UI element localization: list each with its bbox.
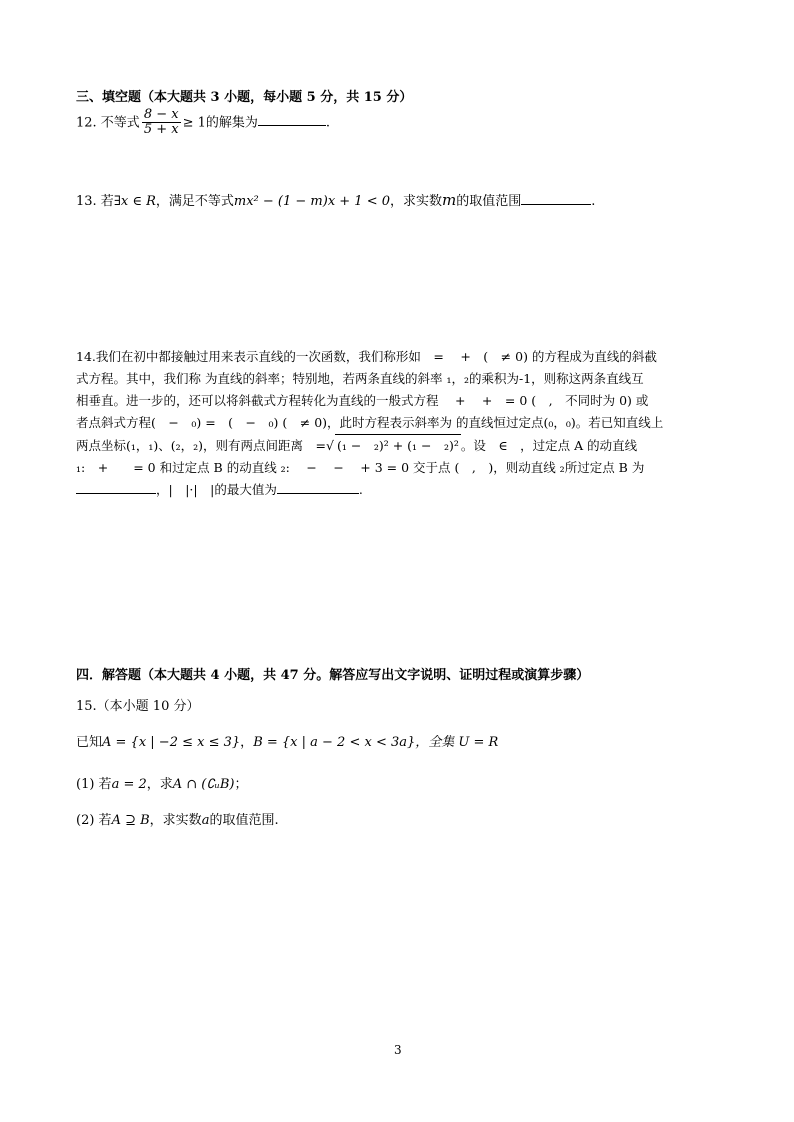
q13-prefix: 13. 若 xyxy=(76,194,114,209)
q15-part2-prefix: (2) 若 xyxy=(76,813,112,828)
q14-line-2: 式方程。其中，我们称 为直线的斜率；特别地，若两条直线的斜率 ₁，₂的乘积为-1，则称这两条直线互 xyxy=(76,371,644,386)
q15-part2-mid: ，求实数 xyxy=(149,813,202,828)
q14-sqrt-expression: (₁ − ₂)² + (₁ − ₂)² xyxy=(335,434,461,457)
question-14 xyxy=(76,346,663,501)
q15-part2-condition: A ⊇ B xyxy=(111,813,150,828)
q15-title: 15.（本小题 10 分） xyxy=(76,699,200,714)
question-13 xyxy=(76,190,595,209)
q15-universe: ，全集 U = R xyxy=(415,735,499,750)
q15-given xyxy=(76,731,498,750)
q15-part-2 xyxy=(76,809,279,828)
q13-mid: ，满足不等式 xyxy=(155,194,234,209)
q12-prefix: 12. 不等式 xyxy=(76,115,140,131)
q12-fraction-numerator: 8 − x xyxy=(143,107,179,122)
q14-line-5-end: 。设 ∈ ，过定点 A 的动直线 xyxy=(460,438,638,453)
q12-suffix: 的解集为 xyxy=(205,115,258,131)
section-heading-fill-in: 三、填空题（本大题共 3 小题，每小题 5 分，共 15 分） xyxy=(76,90,413,105)
q14-line-1: 14.我们在初中都接触过用来表示直线的一次函数，我们称形如 = + ( ≠ 0) 的方程成为直线的斜截 xyxy=(76,349,657,364)
q13-inequality: mx² − (1 − m)x + 1 < 0 xyxy=(233,194,391,209)
q13-mid2: ，求实数 xyxy=(390,194,443,209)
page-number: 3 xyxy=(394,1043,402,1057)
q13-answer-blank[interactable] xyxy=(521,204,591,205)
q13-exists: ∃x ∈ R xyxy=(113,194,156,209)
q14-answer-blank-2[interactable] xyxy=(277,493,359,494)
q12-end: . xyxy=(325,115,331,131)
q12-relation: ≥ 1 xyxy=(182,115,206,131)
q15-part1-prefix: (1) 若 xyxy=(76,777,112,792)
q15-part1-condition: a = 2 xyxy=(111,777,147,792)
q15-part1-expression: A ∩ (∁ᵤB) xyxy=(172,777,235,792)
q12-answer-blank[interactable] xyxy=(258,125,326,126)
q15-part2-variable: a xyxy=(201,813,210,828)
q15-part1-mid: ，求 xyxy=(146,777,173,792)
q14-line-3: 相垂直。进一步的，还可以将斜截式方程转化为直线的一般式方程 + + = 0 ( , 不同时为 0) 或 xyxy=(76,393,649,408)
q15-set-a: A = {x | −2 ≤ x ≤ 3} xyxy=(102,735,241,750)
q15-part-1 xyxy=(76,773,247,792)
q14-answer-blank-1[interactable] xyxy=(76,493,156,494)
q15-set-b: B = {x | a − 2 < x < 3a} xyxy=(253,735,416,750)
q14-line-7-mid: ，| |·| |的最大值为 xyxy=(156,482,277,497)
q15-sep: ， xyxy=(240,735,254,750)
section-heading-solutions: 四．解答题（本大题共 4 小题，共 47 分。解答应写出文字说明、证明过程或演算步骤） xyxy=(76,668,590,683)
q15-part1-end: ； xyxy=(234,777,248,792)
q12-fraction xyxy=(142,108,181,138)
q14-line-7 xyxy=(76,479,663,501)
sqrt-icon: √ xyxy=(326,438,334,453)
q14-line-4: 者点斜式方程( − ₀) = ( − ₀) ( ≠ 0)，此时方程表示斜率为 的直线恒过定点(₀，₀)。若已知直线上 xyxy=(76,415,664,430)
question-12 xyxy=(76,108,330,138)
q13-variable: m xyxy=(442,191,457,209)
q15-given-prefix: 已知 xyxy=(76,735,103,750)
q13-end: . xyxy=(591,194,596,209)
q14-line-5 xyxy=(76,434,663,457)
q14-line-7-end: . xyxy=(358,482,363,497)
q15-part2-end: 的取值范围. xyxy=(209,813,279,828)
q14-line-6: ₁: + = 0 和过定点 B 的动直线 ₂: − − + 3 = 0 交于点 ( , )，则动直线 ₂所过定点 B 为 xyxy=(76,460,645,475)
q14-line-5-start: 两点坐标(₁，₁)、(₂，₂)，则有两点间距离 = xyxy=(76,438,327,453)
q13-suffix: 的取值范围 xyxy=(456,194,522,209)
q12-fraction-denominator: 5 + x xyxy=(143,122,179,138)
